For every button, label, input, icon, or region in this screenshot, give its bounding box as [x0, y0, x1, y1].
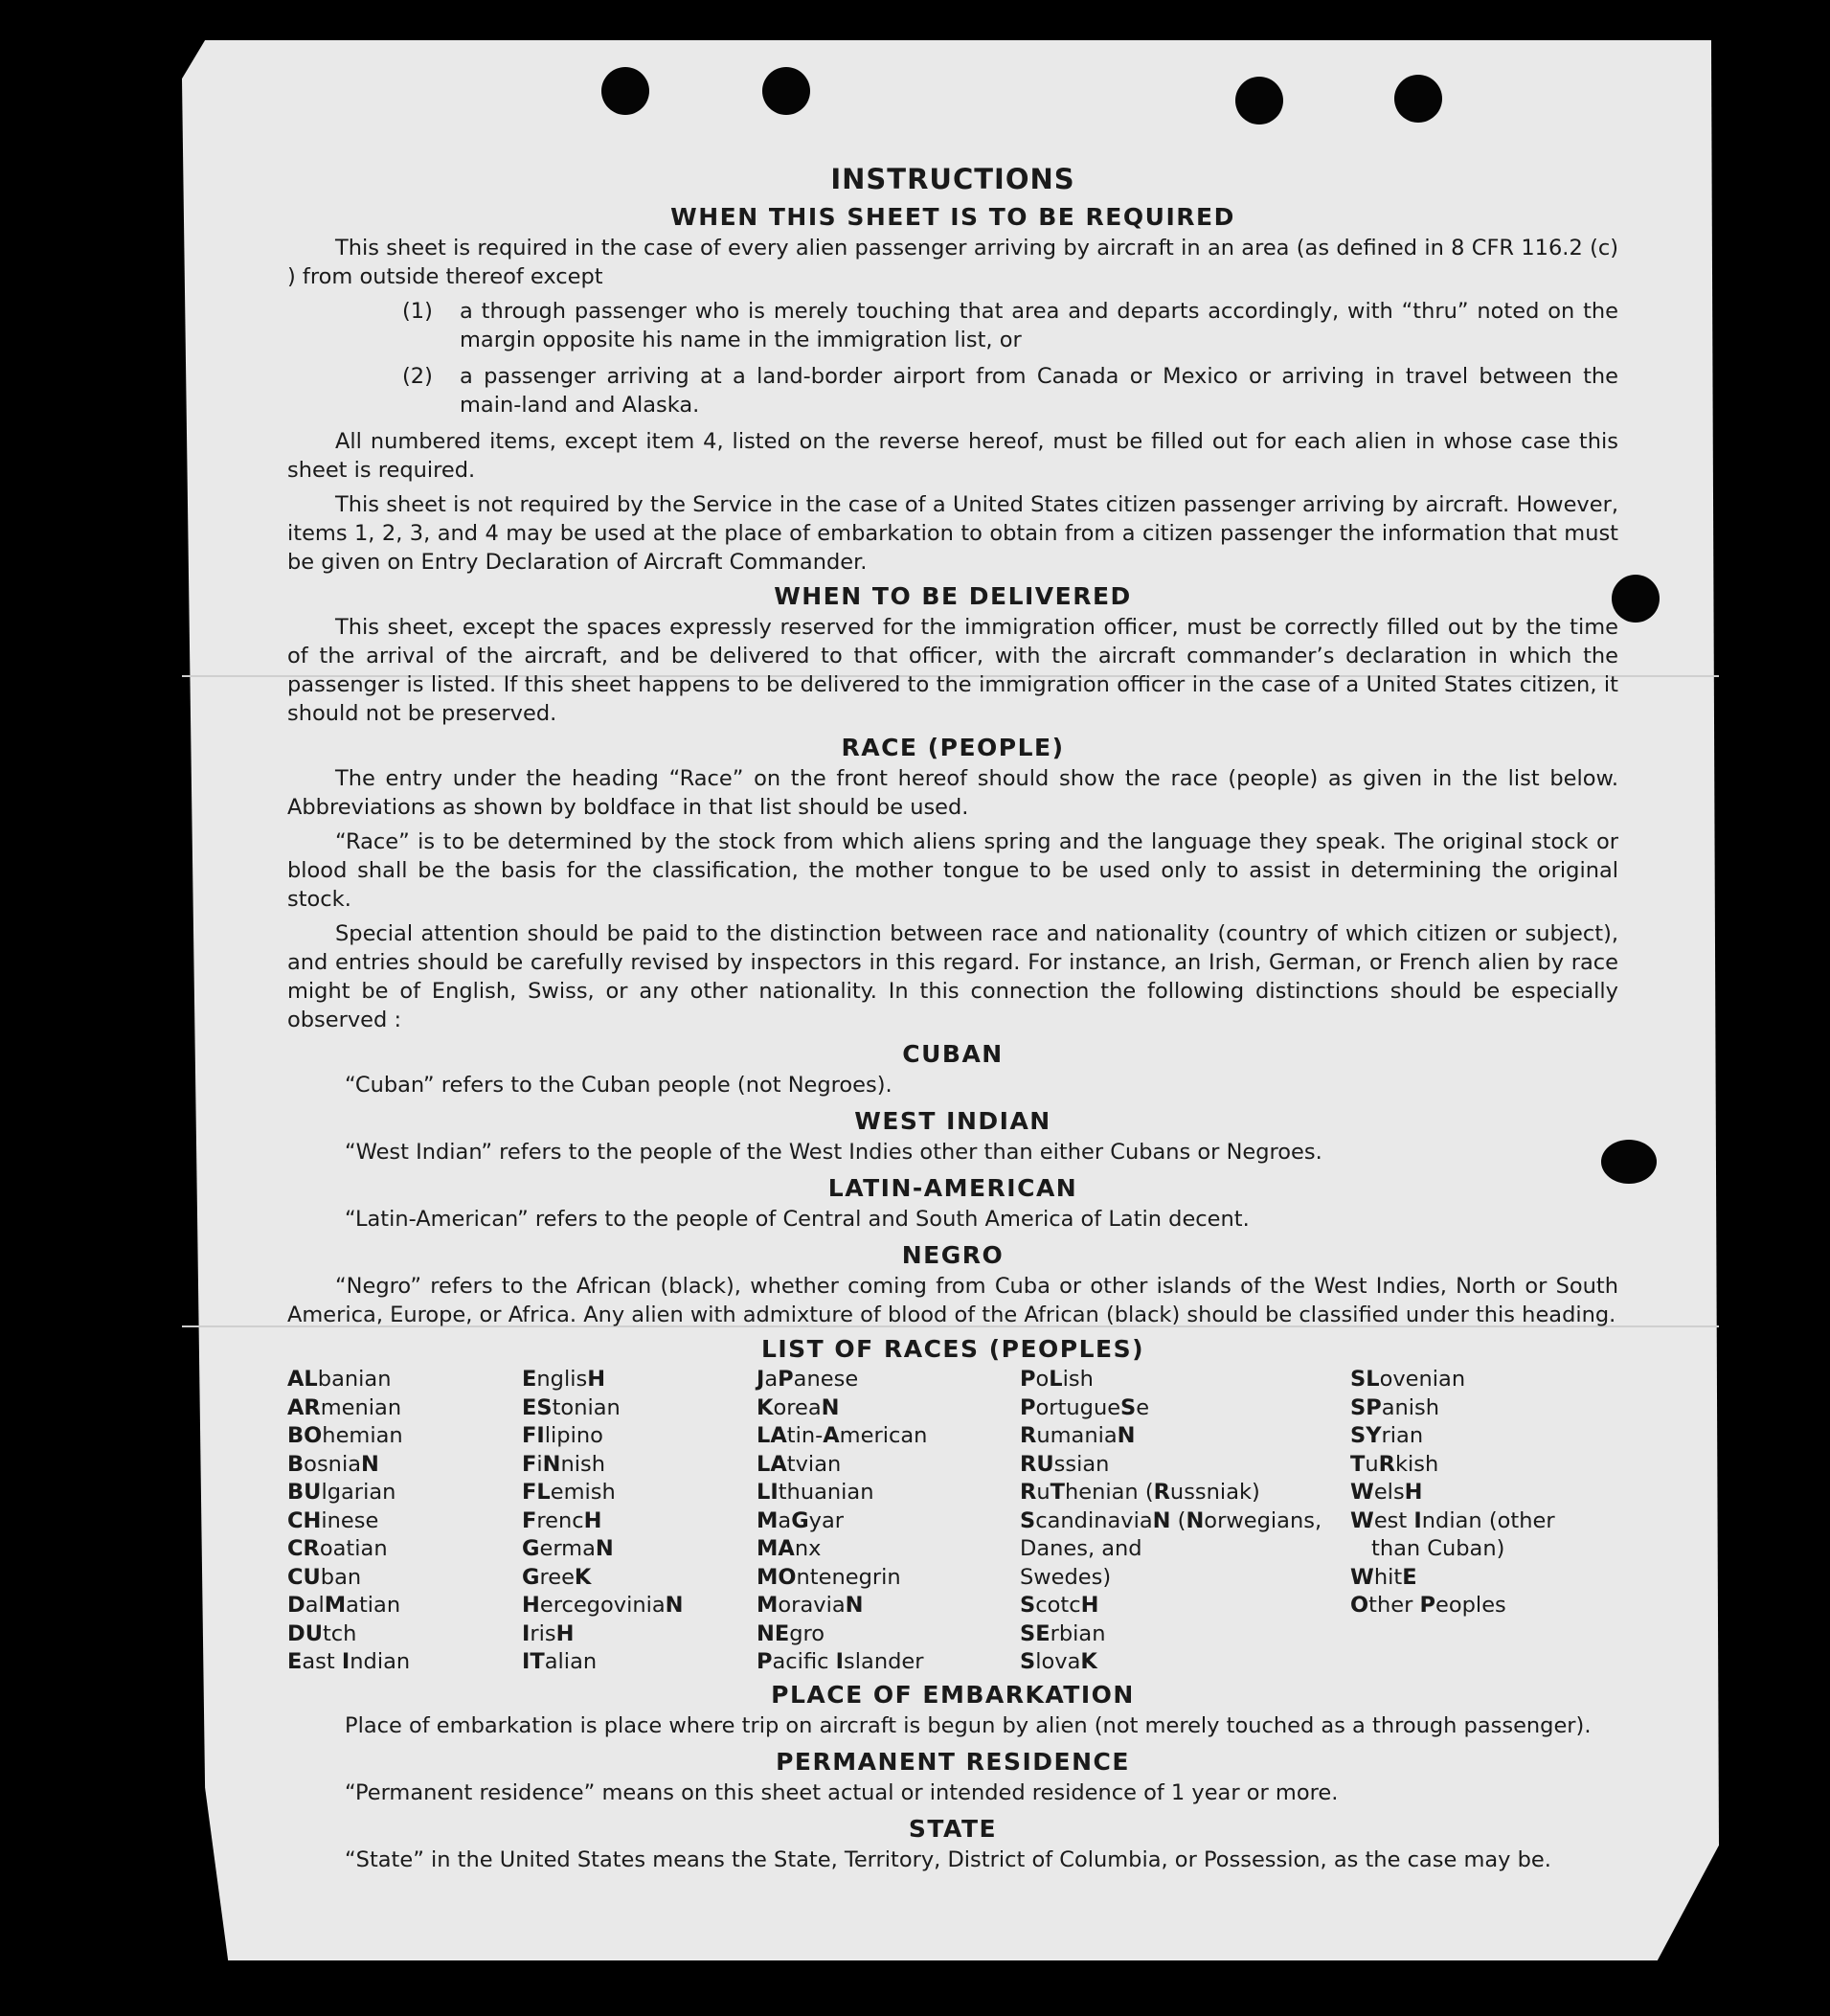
delivered-text: This sheet, except the spaces expressly reserved for the immigration officer, must be correctly filled out by the time of the arrival of the aircraft, and be delivered to that officer, with the aircraft commander’s declaration in which the passenger is listed. If this sheet happens to be delivered to the immigration officer in the case of a United States citizen, it should not be preserved.	[287, 615, 1618, 726]
race-entry: PortugueSe	[1020, 1394, 1150, 1420]
race-entry: GermaN	[522, 1536, 614, 1561]
race-entry: SErbian	[1020, 1620, 1106, 1646]
race-entry: Danes, and	[1020, 1536, 1142, 1561]
race-entry: ALbanian	[287, 1367, 392, 1392]
race-entry: JaPanese	[757, 1367, 859, 1392]
residence-text: “Permanent residence” means on this sheet actual or intended residence of 1 year or more.	[345, 1779, 1339, 1805]
latin-american-text: “Latin-American” refers to the people of Central and South America of Latin decent.	[345, 1207, 1250, 1232]
races-column	[1020, 1366, 1350, 1677]
punch-hole	[601, 67, 649, 115]
race-entry: LAtin-American	[757, 1423, 928, 1448]
required-intro: This sheet is required in the case of every alien passenger arriving by aircraft in an area (as defined in 8 CFR 116.2 (c) ) from outside thereof except	[287, 236, 1618, 289]
section-heading-races-list: LIST OF RACES (PEOPLES)	[760, 1335, 1145, 1363]
race-entry: EnglisH	[522, 1367, 606, 1392]
race-entry: Swedes)	[1020, 1564, 1112, 1590]
section-heading-negro: NEGRO	[901, 1241, 1005, 1269]
section-heading-race: RACE (PEOPLE)	[841, 734, 1065, 761]
races-list	[287, 1366, 1618, 1677]
race-entry: DalMatian	[287, 1593, 401, 1618]
race-entry: RumaniaN	[1020, 1423, 1136, 1448]
race-entry: CHinese	[287, 1507, 379, 1533]
race-entry: FrencH	[522, 1507, 602, 1533]
race-entry: CUban	[287, 1564, 362, 1590]
state-text: “State” in the United States means the State, Territory, District of Columbia, or Possession, as the case may be.	[345, 1846, 1551, 1872]
race-entry: ITalian	[522, 1649, 598, 1674]
race-entry: EStonian	[522, 1394, 621, 1420]
race-entry: BUlgarian	[287, 1480, 396, 1505]
race-entry: KoreaN	[757, 1394, 840, 1420]
embarkation-text: Place of embarkation is place where trip on aircraft is begun by alien (not merely touched as a through passenger).	[345, 1712, 1592, 1738]
section-heading-state: STATE	[908, 1814, 998, 1843]
exception-item	[402, 362, 1618, 419]
item-text: a passenger arriving at a land-border airport from Canada or Mexico or arriving in travel between the main-land and Alaska.	[460, 364, 1618, 418]
race-entry: SPanish	[1350, 1394, 1440, 1420]
race-entry: RUssian	[1020, 1451, 1110, 1477]
race-entry: ScandinaviaN (Norwegians,	[1020, 1507, 1322, 1533]
required-para-2: All numbered items, except item 4, listed on the reverse hereof, must be filled out for each alien in whose case this sheet is required.	[287, 429, 1618, 483]
race-entry: West Indian (other	[1350, 1507, 1555, 1533]
race-entry: MAnx	[757, 1536, 822, 1561]
negro-text: “Negro” refers to the African (black), whether coming from Cuba or other islands of the West Indies, North or South America, Europe, or Africa. Any alien with admixture of blood of the African (black) should be classified under this heading.	[287, 1274, 1618, 1327]
race-para-2: “Race” is to be determined by the stock from which aliens spring and the language they speak. The original stock or blood shall be the basis for the classification, the mother tongue to be used only to assist in determining the original stock.	[287, 829, 1618, 912]
cuban-text: “Cuban” refers to the Cuban people (not Negroes).	[345, 1073, 892, 1098]
race-entry: IrisH	[522, 1620, 575, 1646]
race-entry: RuThenian (Russniak)	[1020, 1480, 1260, 1505]
race-entry: CRoatian	[287, 1536, 388, 1561]
race-entry: SLovenian	[1350, 1367, 1466, 1392]
race-entry: FiNnish	[522, 1451, 606, 1477]
race-entry: BOhemian	[287, 1423, 403, 1448]
race-entry: MaGyar	[757, 1507, 845, 1533]
race-entry: FLemish	[522, 1480, 616, 1505]
section-heading-required: WHEN THIS SHEET IS TO BE REQUIRED	[670, 203, 1235, 231]
required-para-3: This sheet is not required by the Service in the case of a United States citizen passenger arriving by aircraft. However, items 1, 2, 3, and 4 may be used at the place of embarkation to obtain from a citizen passenger the information that must be given on Entry Declaration of Aircraft Commander.	[287, 492, 1618, 575]
item-text: a through passenger who is merely touching that area and departs accordingly, with “thru” noted on the margin opposite his name in the immigration list, or	[460, 299, 1618, 352]
race-entry: SlovaK	[1020, 1649, 1097, 1674]
race-entry: FIlipino	[522, 1423, 603, 1448]
race-para-1: The entry under the heading “Race” on the front hereof should show the race (people) as given in the list below. Abbreviations as shown by boldface in that list should be used.	[287, 766, 1618, 820]
race-entry: WhitE	[1350, 1564, 1417, 1590]
races-column	[757, 1366, 1020, 1677]
punch-hole	[1235, 77, 1283, 125]
race-entry: BosniaN	[287, 1451, 379, 1477]
race-entry: WelsH	[1350, 1480, 1423, 1505]
section-heading-cuban: CUBAN	[902, 1040, 1004, 1068]
section-heading-residence: PERMANENT RESIDENCE	[776, 1747, 1130, 1776]
section-heading-west-indian: WEST INDIAN	[854, 1107, 1051, 1135]
race-entry: MOntenegrin	[757, 1564, 901, 1590]
race-para-3: Special attention should be paid to the distinction between race and nationality (country of which citizen or subject), and entries should be carefully revised by inspectors in this regard. For instance, an Irish, German, or French alien by race might be of English, Swiss, or any other nationality. In this connection the following distinctions should be especially observed :	[287, 921, 1618, 1032]
page-title: INSTRUCTIONS	[830, 163, 1075, 195]
section-heading-embarkation: PLACE OF EMBARKATION	[771, 1680, 1135, 1709]
race-entry: Pacifc Islander	[757, 1649, 924, 1674]
west-indian-text: “West Indian” refers to the people of the West Indies other than either Cubans or Negroes.	[345, 1140, 1322, 1165]
race-entry: GreeK	[522, 1564, 592, 1590]
item-number: (2)	[402, 364, 433, 389]
race-entry: PoLish	[1020, 1367, 1094, 1392]
race-entry: HercegoviniaN	[522, 1593, 684, 1618]
punch-hole	[1394, 75, 1442, 123]
instructions-content	[287, 165, 1618, 1882]
punch-hole	[762, 67, 810, 115]
item-number: (1)	[402, 299, 433, 324]
race-entry: NEgro	[757, 1620, 825, 1646]
race-entry: DUtch	[287, 1620, 357, 1646]
race-entry: MoraviaN	[757, 1593, 864, 1618]
section-heading-latin-american: LATIN-AMERICAN	[827, 1174, 1078, 1202]
races-column	[287, 1366, 522, 1677]
race-entry: East Indian	[287, 1649, 411, 1674]
race-entry: SYrian	[1350, 1423, 1424, 1448]
race-entry: LAtvian	[757, 1451, 842, 1477]
exception-item	[402, 297, 1618, 354]
race-entry: ARmenian	[287, 1394, 402, 1420]
races-column	[522, 1366, 757, 1677]
race-entry: TuRkish	[1350, 1451, 1439, 1477]
races-column	[1350, 1366, 1609, 1677]
punch-hole	[1612, 575, 1660, 623]
section-heading-delivered: WHEN TO BE DELIVERED	[774, 582, 1132, 610]
race-entry: LIthuanian	[757, 1480, 874, 1505]
race-entry: Other Peoples	[1350, 1593, 1506, 1618]
race-entry: ScotcH	[1020, 1593, 1099, 1618]
race-entry: than Cuban)	[1371, 1536, 1505, 1561]
